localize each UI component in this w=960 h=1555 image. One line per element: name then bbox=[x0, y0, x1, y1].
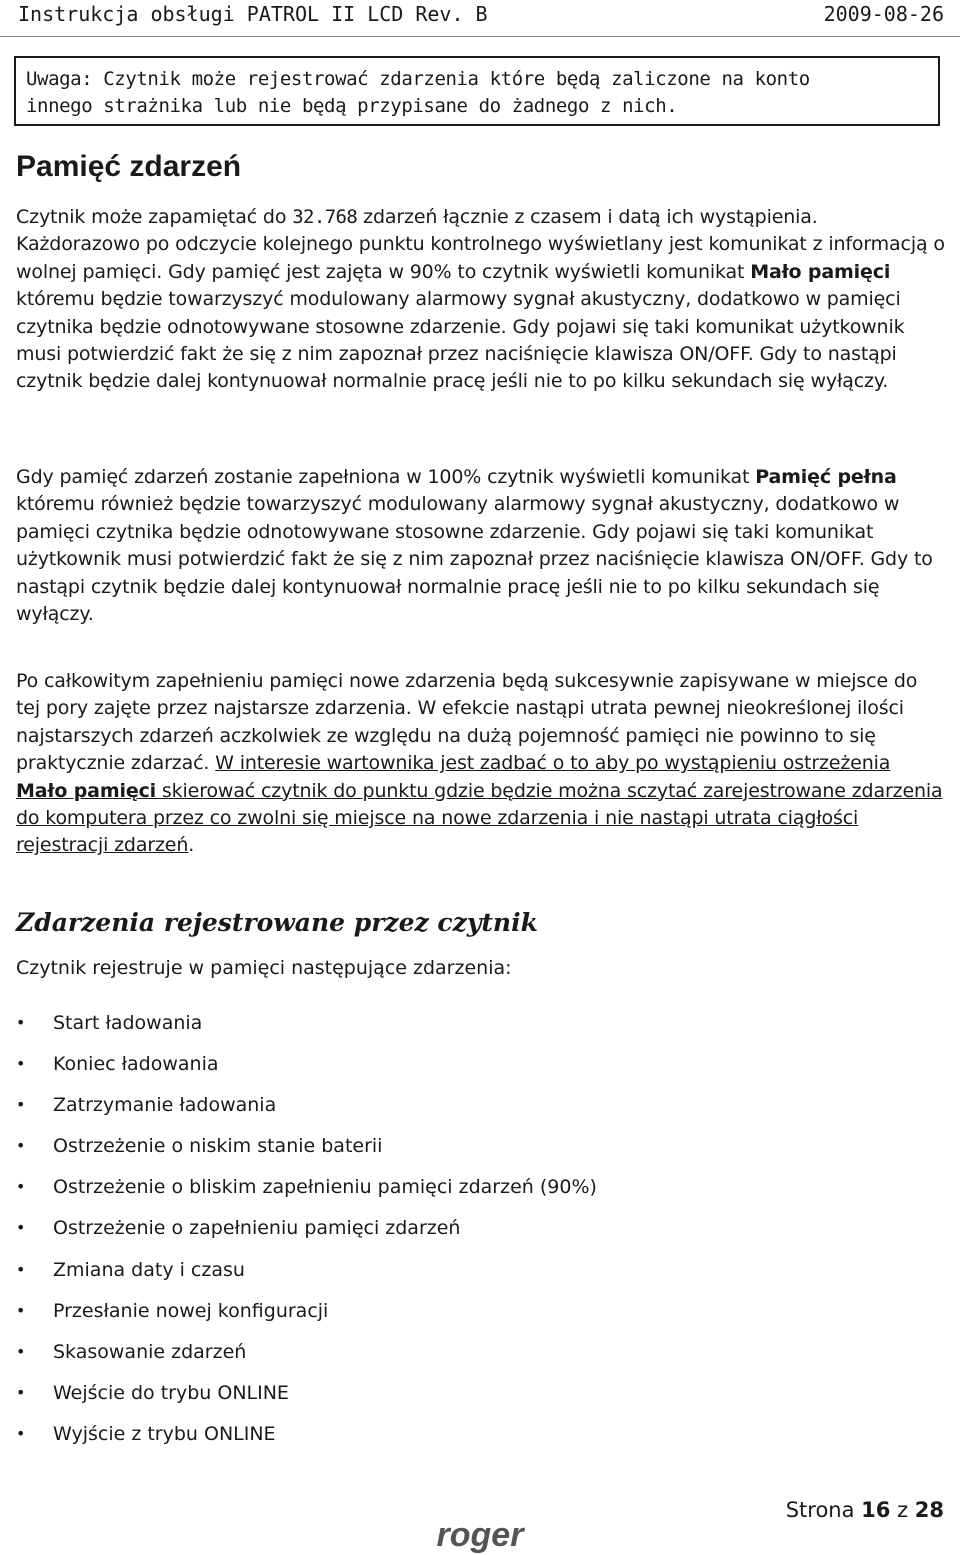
low-memory-message: Mało pamięci bbox=[750, 260, 891, 283]
text-run: Czytnik może zapamiętać do bbox=[16, 206, 293, 228]
page-header bbox=[0, 0, 960, 30]
list-item-label: Koniec ładowania bbox=[53, 1053, 219, 1076]
total-pages: 28 bbox=[914, 1498, 944, 1522]
text-run: któremu również będzie towarzyszyć modulowany alarmowy sygnał akustyczny, dodatkowo w pamięci czytnika będzie odnotowywane stosowne zdarzenie. Gdy pojawi się taki komunikat użytkownik musi potwierdzić fakt że się z nim zapoznał przez naciśnięcie klawisza ON/OFF. Gdy to nastąpi czytnik będzie dalej kontynuował normalnie pracę jeśli nie to po kilku sekundach się wyłączy. bbox=[16, 493, 933, 626]
event-capacity-value: 32.768 bbox=[292, 206, 358, 228]
events-intro: Czytnik rejestruje w pamięci następujące zdarzenia: bbox=[16, 957, 512, 979]
bullet-icon: • bbox=[16, 1218, 26, 1238]
bullet-icon: • bbox=[16, 1300, 26, 1320]
text-run: . bbox=[188, 834, 195, 857]
list-item bbox=[16, 1090, 597, 1131]
text-run: Każdorazowo po odczycie kolejnego punktu kontrolnego wyświetlany jest komunikat z informacją o wolnej pamięci. bbox=[16, 233, 945, 283]
list-item-label: Ostrzeżenie o niskim stanie baterii bbox=[53, 1135, 383, 1158]
text-run: zdarzeń łącznie z czasem i datą ich wystąpienia. bbox=[357, 206, 818, 228]
list-item-label: Wejście do trybu ONLINE bbox=[53, 1381, 289, 1404]
note-line-1: Uwaga: Czytnik może rejestrować zdarzenia które będą zaliczone na konto bbox=[26, 68, 810, 90]
list-item-label: Zatrzymanie ładowania bbox=[53, 1094, 277, 1117]
text-run: któremu będzie towarzyszyć modulowany alarmowy sygnał akustyczny, dodatkowo w pamięci czytnika będzie odnotowywane stosowne zdarzenie. Gdy pojawi się taki komunikat użytkownik musi potwierdzić fakt że się z nim zapoznał przez naciśnięcie klawisza ON/OFF. Gdy to nastąpi czytnik będzie dalej kontynuował normalnie pracę jeśli nie to po kilku sekundach się wyłączy. bbox=[16, 288, 905, 393]
paragraph-memory-overwrite bbox=[16, 668, 946, 860]
underlined-text: W interesie wartownika jest zadbać o to aby po wystąpieniu ostrzeżenia bbox=[215, 752, 891, 775]
text-run: Gdy pamięć jest zajęta w 90% to czytnik wyświetli komunikat bbox=[162, 260, 751, 283]
text-run: Po całkowitym zapełnieniu pamięci nowe zdarzenia będą sukcesywnie zapisywane w miejsce do tej pory zajęte przez najstarsze zdarzenia. W efekcie nastąpi utrata pewnej nieokreślonej ilości najstarszych zdarzeń aczkolwiek ze względu na dużą pojemność pamięci nie powinno to się praktycznie zdarzać. bbox=[16, 670, 918, 775]
list-item bbox=[16, 1378, 597, 1419]
list-item-label: Zmiana daty i czasu bbox=[53, 1258, 245, 1281]
list-item-label: Start ładowania bbox=[53, 1012, 203, 1034]
list-item-label: Ostrzeżenie o bliskim zapełnieniu pamięci zdarzeń (90%) bbox=[53, 1176, 597, 1199]
list-item-label: Skasowanie zdarzeń bbox=[53, 1340, 247, 1363]
list-item bbox=[16, 1255, 597, 1296]
note-line-2: innego strażnika lub nie będą przypisane do żadnego z nich. bbox=[26, 95, 678, 117]
page-prefix: Strona bbox=[785, 1498, 862, 1522]
paragraph-memory-capacity bbox=[16, 204, 946, 396]
bullet-icon: • bbox=[16, 1177, 26, 1197]
bullet-icon: • bbox=[16, 1259, 26, 1279]
list-item bbox=[16, 1172, 597, 1213]
text-run: Gdy pamięć zdarzeń zostanie zapełniona w 100% czytnik wyświetli komunikat bbox=[16, 466, 756, 488]
warning-note-box bbox=[14, 56, 940, 126]
current-page: 16 bbox=[861, 1498, 891, 1522]
document-date: 2009-08-26 bbox=[823, 2, 944, 26]
bullet-icon: • bbox=[16, 1095, 26, 1115]
list-item-label: Wyjście z trybu ONLINE bbox=[53, 1422, 276, 1445]
bullet-icon: • bbox=[16, 1054, 26, 1074]
list-item bbox=[16, 1213, 597, 1254]
bullet-icon: • bbox=[16, 1013, 26, 1032]
bullet-icon: • bbox=[16, 1341, 26, 1361]
page-separator: z bbox=[890, 1498, 915, 1522]
list-item-label: Ostrzeżenie o zapełnieniu pamięci zdarzeń bbox=[53, 1217, 461, 1240]
underlined-text: skierować czytnik do punktu gdzie będzie można sczytać zarejestrowane zdarzenia do komputera przez co zwolni się miejsce na nowe zdarzenia i nie nastąpi utrata ciągłości rejestracji zdarzeń bbox=[16, 779, 943, 857]
section-heading-events: Zdarzenia rejestrowane przez czytnik bbox=[16, 908, 538, 937]
list-item-label: Przesłanie nowej konfiguracji bbox=[53, 1299, 329, 1322]
low-memory-message: Mało pamięci bbox=[16, 779, 157, 802]
list-item bbox=[16, 1008, 597, 1049]
section-heading-memory: Pamięć zdarzeń bbox=[16, 150, 242, 183]
list-item bbox=[16, 1049, 597, 1090]
list-item bbox=[16, 1131, 597, 1172]
paragraph-memory-full bbox=[16, 464, 946, 628]
document-title: Instrukcja obsługi PATROL II LCD Rev. B bbox=[18, 2, 488, 26]
list-item bbox=[16, 1337, 597, 1378]
bullet-icon: • bbox=[16, 1382, 26, 1402]
bullet-icon: • bbox=[16, 1136, 26, 1156]
header-divider bbox=[0, 36, 960, 37]
list-item bbox=[16, 1296, 597, 1337]
roger-logo: roger bbox=[436, 1516, 524, 1554]
bullet-icon: • bbox=[16, 1423, 26, 1443]
memory-full-message: Pamięć pełna bbox=[755, 466, 897, 488]
list-item bbox=[16, 1419, 597, 1460]
event-list bbox=[16, 1008, 597, 1460]
